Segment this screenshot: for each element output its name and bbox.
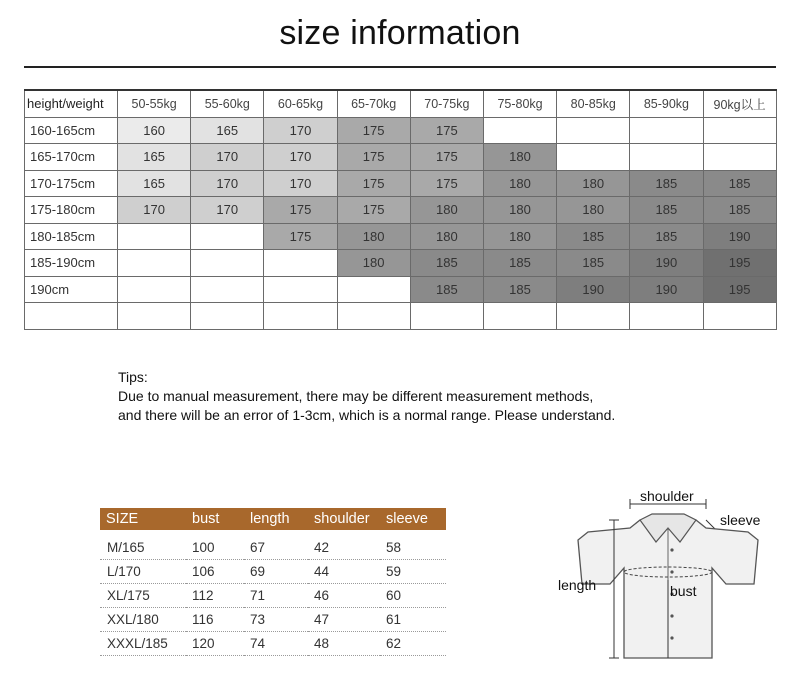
size-cell: 175: [337, 197, 410, 224]
size-cell: [410, 303, 483, 330]
size-cell: 175: [264, 223, 337, 250]
tips-line: Due to manual measurement, there may be different measurement methods,: [118, 388, 594, 404]
spec-value-cell: 120: [186, 632, 244, 656]
weight-header: 90kg以上: [703, 90, 776, 117]
spec-value-cell: 116: [186, 608, 244, 632]
size-cell: [337, 276, 410, 303]
size-cell: 180: [483, 170, 556, 197]
size-cell: 170: [191, 170, 264, 197]
size-cell: 170: [264, 144, 337, 171]
size-cell: 190: [630, 276, 703, 303]
size-cell: 185: [703, 197, 776, 224]
spec-value-cell: 48: [308, 632, 380, 656]
size-matrix-table: [24, 89, 777, 330]
size-cell: [118, 223, 191, 250]
height-label: 160-165cm: [25, 117, 118, 144]
garment-measurement-diagram: [548, 480, 788, 676]
size-cell: 180: [557, 197, 630, 224]
tips-line: and there will be an error of 1-3cm, which is a normal range. Please understand.: [118, 407, 616, 423]
spec-value-cell: 60: [380, 584, 446, 608]
spec-size-cell: XL/175: [100, 584, 186, 608]
size-cell: [337, 303, 410, 330]
height-label: 190cm: [25, 276, 118, 303]
size-cell: [557, 117, 630, 144]
size-cell: 175: [337, 117, 410, 144]
matrix-row: [25, 144, 777, 171]
spec-value-cell: 74: [244, 632, 308, 656]
size-cell: 165: [118, 144, 191, 171]
spec-row: [100, 608, 446, 632]
spec-value-cell: 44: [308, 560, 380, 584]
size-cell: 180: [483, 197, 556, 224]
garment-spec-table: [100, 508, 446, 656]
size-cell: 180: [410, 223, 483, 250]
weight-header: 75-80kg: [483, 90, 556, 117]
size-cell: 185: [410, 250, 483, 277]
size-cell: 175: [264, 197, 337, 224]
weight-header: 80-85kg: [557, 90, 630, 117]
size-cell: 185: [703, 170, 776, 197]
weight-header: 50-55kg: [118, 90, 191, 117]
size-cell: 170: [264, 117, 337, 144]
size-cell: 170: [264, 170, 337, 197]
size-cell: [191, 223, 264, 250]
size-cell: [630, 303, 703, 330]
shoulder-label: shoulder: [640, 488, 694, 504]
size-cell: [630, 117, 703, 144]
size-cell: 185: [483, 250, 556, 277]
size-cell: 165: [191, 117, 264, 144]
size-cell: [703, 117, 776, 144]
size-cell: 185: [557, 223, 630, 250]
weight-header: 70-75kg: [410, 90, 483, 117]
matrix-row: [25, 250, 777, 277]
spec-row: [100, 536, 446, 560]
size-cell: [264, 303, 337, 330]
spec-value-cell: 73: [244, 608, 308, 632]
height-label: [25, 303, 118, 330]
matrix-row: [25, 223, 777, 250]
size-cell: 190: [703, 223, 776, 250]
length-label: length: [558, 577, 597, 593]
spec-row: [100, 560, 446, 584]
spec-value-cell: 61: [380, 608, 446, 632]
size-cell: 185: [630, 170, 703, 197]
page-title: size information: [279, 14, 521, 52]
spec-header-shoulder: shoulder: [308, 508, 380, 530]
spec-value-cell: 46: [308, 584, 380, 608]
size-cell: 180: [483, 223, 556, 250]
size-cell: 170: [118, 197, 191, 224]
size-cell: 175: [337, 144, 410, 171]
height-label: 180-185cm: [25, 223, 118, 250]
size-cell: 175: [410, 144, 483, 171]
spec-row: [100, 632, 446, 656]
size-cell: [557, 144, 630, 171]
weight-header: 85-90kg: [630, 90, 703, 117]
size-cell: 190: [630, 250, 703, 277]
size-cell: 175: [410, 117, 483, 144]
size-cell: [118, 276, 191, 303]
size-cell: [703, 303, 776, 330]
size-cell: [630, 144, 703, 171]
matrix-header-row: [25, 90, 777, 117]
height-label: 175-180cm: [25, 197, 118, 224]
weight-header: 55-60kg: [191, 90, 264, 117]
spec-value-cell: 67: [244, 536, 308, 560]
size-cell: 185: [630, 223, 703, 250]
size-cell: 175: [337, 170, 410, 197]
spec-header-sleeve: sleeve: [380, 508, 446, 530]
spec-size-cell: L/170: [100, 560, 186, 584]
size-cell: [118, 303, 191, 330]
spec-value-cell: 69: [244, 560, 308, 584]
size-cell: 185: [483, 276, 556, 303]
height-label: 165-170cm: [25, 144, 118, 171]
weight-header: 65-70kg: [337, 90, 410, 117]
size-cell: 185: [557, 250, 630, 277]
spec-size-cell: M/165: [100, 536, 186, 560]
size-cell: 170: [191, 197, 264, 224]
tips-block: [118, 368, 615, 425]
matrix-row: [25, 276, 777, 303]
spec-size-cell: XXL/180: [100, 608, 186, 632]
size-cell: [191, 250, 264, 277]
tips-heading: Tips:: [118, 369, 148, 385]
spec-header-row: [100, 508, 446, 530]
spec-value-cell: 106: [186, 560, 244, 584]
size-cell: 185: [630, 197, 703, 224]
height-label: 185-190cm: [25, 250, 118, 277]
spec-size-cell: XXXL/185: [100, 632, 186, 656]
spec-value-cell: 62: [380, 632, 446, 656]
spec-value-cell: 112: [186, 584, 244, 608]
spec-value-cell: 47: [308, 608, 380, 632]
matrix-row: [25, 117, 777, 144]
size-cell: 180: [337, 250, 410, 277]
size-cell: 185: [410, 276, 483, 303]
size-cell: [557, 303, 630, 330]
weight-header: 60-65kg: [264, 90, 337, 117]
matrix-corner-label: height/weight: [25, 90, 118, 117]
size-cell: [264, 250, 337, 277]
size-cell: [264, 276, 337, 303]
size-cell: 180: [410, 197, 483, 224]
spec-value-cell: 59: [380, 560, 446, 584]
spec-header-length: length: [244, 508, 308, 530]
title-divider: [24, 66, 776, 68]
size-cell: 180: [337, 223, 410, 250]
spec-header-bust: bust: [186, 508, 244, 530]
spec-row: [100, 584, 446, 608]
spec-value-cell: 42: [308, 536, 380, 560]
size-cell: [483, 303, 556, 330]
size-cell: 195: [703, 250, 776, 277]
matrix-row: [25, 303, 777, 330]
height-label: 170-175cm: [25, 170, 118, 197]
size-cell: [118, 250, 191, 277]
bust-label: bust: [670, 583, 697, 599]
size-cell: [191, 276, 264, 303]
matrix-row: [25, 197, 777, 224]
spec-value-cell: 71: [244, 584, 308, 608]
size-cell: [703, 144, 776, 171]
size-cell: 180: [483, 144, 556, 171]
size-cell: 195: [703, 276, 776, 303]
size-cell: 170: [191, 144, 264, 171]
size-cell: 175: [410, 170, 483, 197]
matrix-row: [25, 170, 777, 197]
spec-header-size: SIZE: [100, 508, 186, 530]
spec-value-cell: 58: [380, 536, 446, 560]
spec-value-cell: 100: [186, 536, 244, 560]
sleeve-label: sleeve: [720, 512, 761, 528]
size-cell: 165: [118, 170, 191, 197]
size-cell: 190: [557, 276, 630, 303]
size-cell: [191, 303, 264, 330]
size-cell: 180: [557, 170, 630, 197]
size-cell: 160: [118, 117, 191, 144]
size-cell: [483, 117, 556, 144]
